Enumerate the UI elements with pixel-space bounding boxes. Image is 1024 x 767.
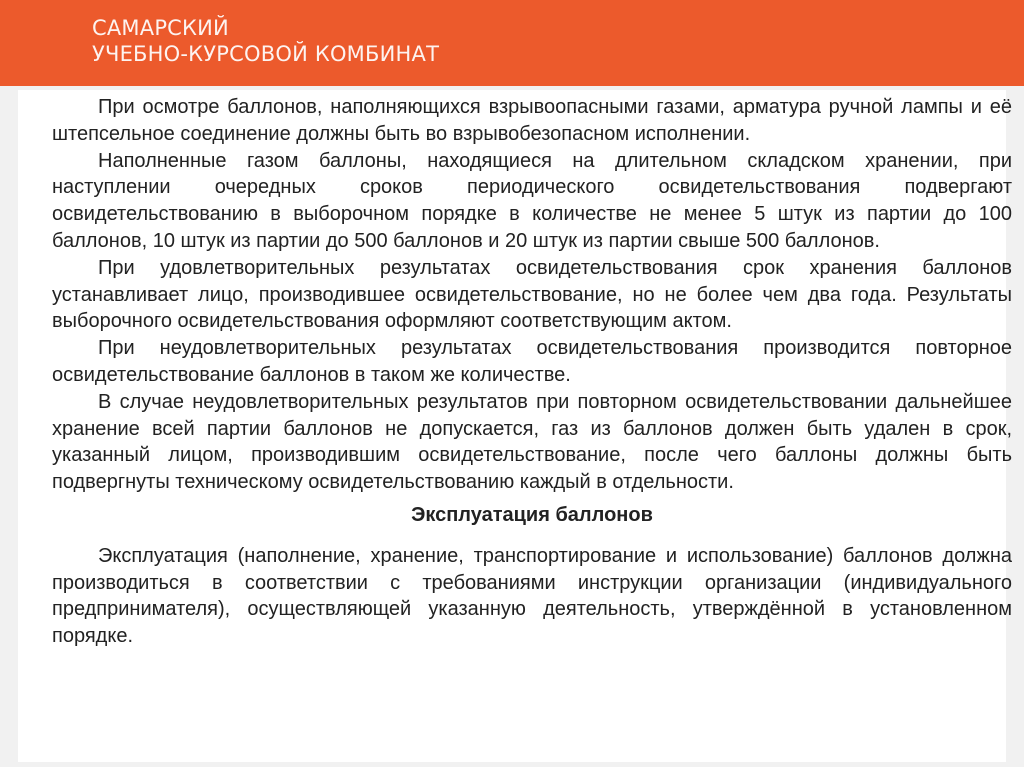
section-paragraph: Эксплуатация (наполнение, хранение, транспортирование и использование) баллонов должна производиться в соответствии с требованиями инструкции организации (индивидуального предпринимателя), осуществляющей указанную деятельность, утверждённой в установленном порядке. [52,544,1012,648]
document-text [52,94,1012,650]
logo-line-1: САМАРСКИЙ [92,16,229,40]
section-heading: Эксплуатация баллонов [411,503,653,526]
paragraph-5: В случае неудовлетворительных результатов при повторном освидетельствовании дальнейшее хранение всей партии баллонов не допускается, газ из баллонов должен быть удален в срок, указанный лицом, производившим освидетельствование, после чего баллоны должны быть подвергнуты техническому освидетельствованию каждый в отдельности. [52,390,1012,494]
paragraph-4: При неудовлетворительных результатах освидетельствования производится повторное освидетельствование баллонов в таком же количестве. [52,337,1012,386]
document-panel [18,90,1012,762]
logo-line-2: УЧЕБНО-КУРСОВОЙ КОМБИНАТ [92,42,440,66]
paragraph-1: При осмотре баллонов, наполняющихся взрывоопасными газами, арматура ручной лампы и её штепсельное соединение должны быть во взрывобезопасном исполнении. [52,96,1012,145]
paragraph-2: Наполненные газом баллоны, находящиеся на длительном складском хранении, при наступлении очередных сроков периодического освидетельствования подвергают освидетельствованию в выборочном порядке в количестве не менее 5 штук из партии до 100 баллонов, 10 штук из партии до 500 баллонов и 20 штук из партии свыше 500 баллонов. [52,149,1012,252]
header-bar [0,0,1024,86]
paragraph-3: При удовлетворительных результатах освидетельствования срок хранения баллонов устанавливает лицо, производившее освидетельствование, но не более чем два года. Результаты выборочного освидетельствования оформляют соответствующим актом. [52,256,1012,333]
company-logo [92,15,439,67]
